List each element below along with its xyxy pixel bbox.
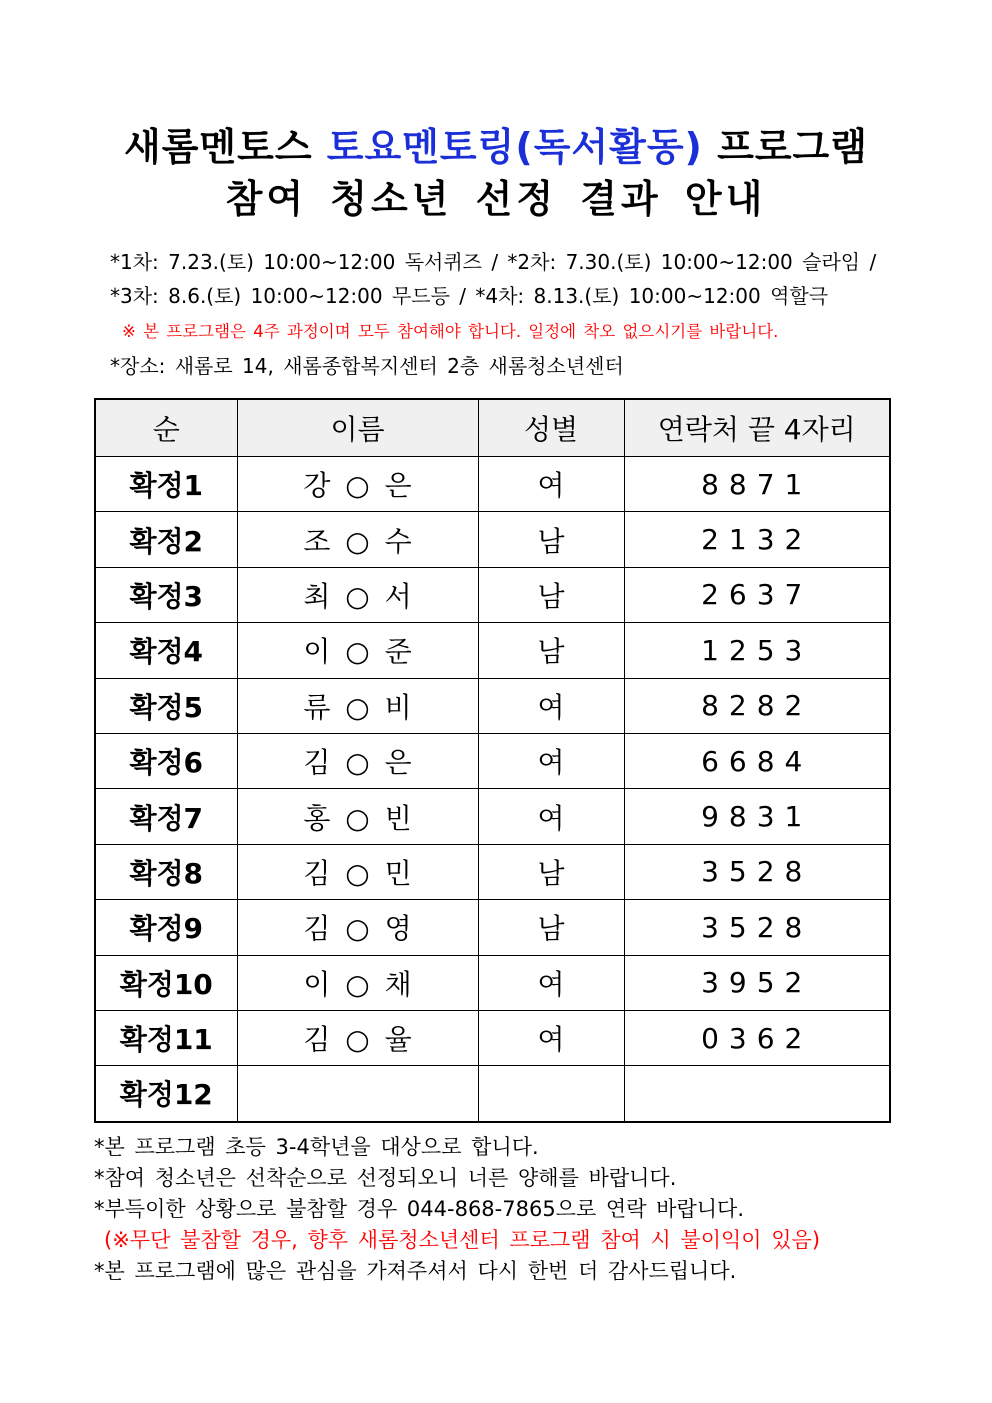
- table-header-row: [95, 399, 890, 457]
- row-order: 확정4: [95, 623, 237, 678]
- row-phone: 3528: [624, 844, 890, 899]
- title-program-name: 토요멘토링(독서활동): [326, 125, 703, 169]
- table-row: [95, 1066, 890, 1122]
- table-row: [95, 955, 890, 1010]
- row-name: 이 ○ 채: [237, 955, 478, 1010]
- row-order: 확정1: [95, 457, 237, 512]
- row-name: 조 ○ 수: [237, 512, 478, 567]
- row-phone: 9831: [624, 789, 890, 844]
- row-order: 확정10: [95, 955, 237, 1010]
- row-gender: 남: [478, 844, 624, 899]
- row-gender: 여: [478, 1010, 624, 1065]
- selection-results-table: [94, 398, 891, 1123]
- schedule-line-2: *3차: 8.6.(토) 10:00~12:00 무드등 / *4차: 8.13.(토) 10:00~12:00 역할극: [110, 284, 829, 308]
- row-name: 이 ○ 준: [237, 623, 478, 678]
- row-name: 김 ○ 민: [237, 844, 478, 899]
- row-phone: 3952: [624, 955, 890, 1010]
- row-gender: 여: [478, 733, 624, 788]
- row-order: 확정7: [95, 789, 237, 844]
- row-gender: 남: [478, 623, 624, 678]
- row-order: 확정11: [95, 1010, 237, 1065]
- row-gender: 남: [478, 512, 624, 567]
- table-row: [95, 789, 890, 844]
- row-order: 확정3: [95, 567, 237, 622]
- row-name: 류 ○ 비: [237, 678, 478, 733]
- row-gender: 여: [478, 789, 624, 844]
- row-order: 확정6: [95, 733, 237, 788]
- row-phone: 8282: [624, 678, 890, 733]
- table-row: [95, 900, 890, 955]
- row-gender: 남: [478, 567, 624, 622]
- table-row: [95, 512, 890, 567]
- schedule-line-1: *1차: 7.23.(토) 10:00~12:00 독서퀴즈 / *2차: 7.30.(토) 10:00~12:00 슬라임 /: [110, 250, 877, 274]
- row-name: 김 ○ 은: [237, 733, 478, 788]
- row-gender: 여: [478, 457, 624, 512]
- row-name: 강 ○ 은: [237, 457, 478, 512]
- table-row: [95, 733, 890, 788]
- document-title-line2: 참여 청소년 선정 결과 안내: [225, 177, 767, 221]
- title-prefix: 새롬멘토스: [124, 125, 327, 169]
- table-row: [95, 678, 890, 733]
- row-name: 김 ○ 영: [237, 900, 478, 955]
- table-row: [95, 844, 890, 899]
- footer-note-first-come: *참여 청소년은 선착순으로 선정되오니 너른 양해를 바랍니다.: [94, 1166, 677, 1190]
- attendance-notice: ※ 본 프로그램은 4주 과정이며 모두 참여해야 합니다. 일정에 착오 없으시기를 바랍니다.: [122, 322, 779, 341]
- footer-note-target-grade: *본 프로그램 초등 3-4학년을 대상으로 합니다.: [94, 1135, 539, 1159]
- row-gender: 여: [478, 678, 624, 733]
- row-phone: 2132: [624, 512, 890, 567]
- row-phone: 3528: [624, 900, 890, 955]
- row-gender: 남: [478, 900, 624, 955]
- header-gender: 성별: [478, 399, 624, 457]
- title-suffix: 프로그램: [702, 125, 868, 169]
- row-phone: 0362: [624, 1010, 890, 1065]
- table-row: [95, 623, 890, 678]
- row-name: 김 ○ 율: [237, 1010, 478, 1065]
- footer-note-penalty-warning: (※무단 불참할 경우, 향후 새롬청소년센터 프로그램 참여 시 불이익이 있음): [104, 1228, 821, 1252]
- row-phone: 1253: [624, 623, 890, 678]
- footer-note-contact: *부득이한 상황으로 불참할 경우 044-868-7865으로 연락 바랍니다.: [94, 1197, 744, 1221]
- header-name: 이름: [237, 399, 478, 457]
- row-phone: 8871: [624, 457, 890, 512]
- table-row: [95, 1010, 890, 1065]
- row-order: 확정8: [95, 844, 237, 899]
- row-order: 확정5: [95, 678, 237, 733]
- row-gender: [478, 1066, 624, 1122]
- table-row: [95, 457, 890, 512]
- document-title-line1: [0, 116, 992, 171]
- header-phone: 연락처 끝 4자리: [624, 399, 890, 457]
- row-phone: 6684: [624, 733, 890, 788]
- row-order: 확정2: [95, 512, 237, 567]
- footer-note-thanks: *본 프로그램에 많은 관심을 가져주셔서 다시 한번 더 감사드립니다.: [94, 1259, 737, 1283]
- location-line: *장소: 새롬로 14, 새롬종합복지센터 2층 새롬청소년센터: [110, 354, 624, 378]
- row-order: 확정9: [95, 900, 237, 955]
- row-name: 최 ○ 서: [237, 567, 478, 622]
- row-name: 홍 ○ 빈: [237, 789, 478, 844]
- row-phone: [624, 1066, 890, 1122]
- row-phone: 2637: [624, 567, 890, 622]
- row-gender: 여: [478, 955, 624, 1010]
- table-row: [95, 567, 890, 622]
- header-order: 순: [95, 399, 237, 457]
- row-order: 확정12: [95, 1066, 237, 1122]
- row-name: [237, 1066, 478, 1122]
